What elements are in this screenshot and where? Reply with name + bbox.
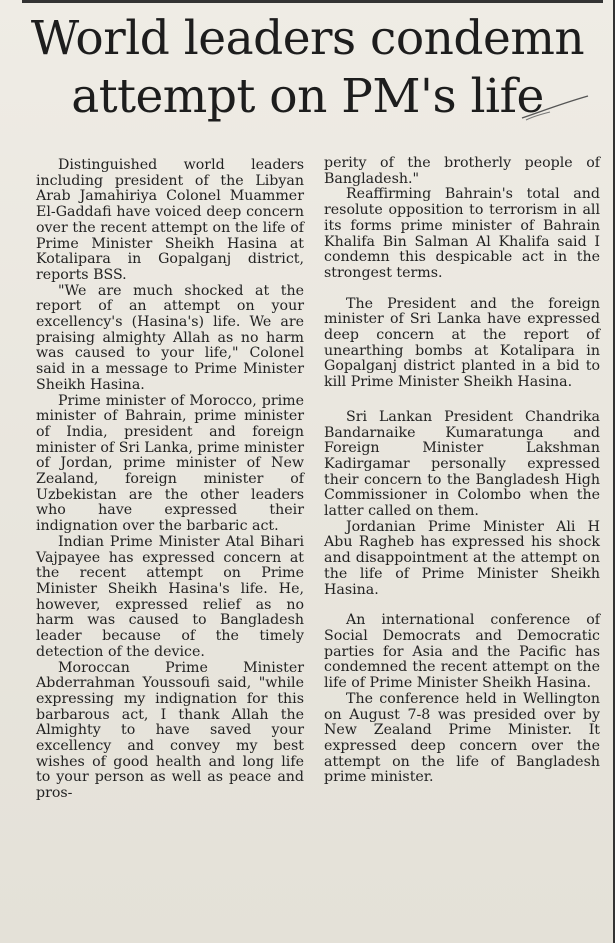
paragraph: The conference held in Wellington on August 7-8 was presided over by New Zealand Prime Minister. It expressed deep concern over the attempt on the life of Bangladesh prime minister. (324, 690, 600, 786)
paragraph: An international conference of Social Democrats and Democratic parties for Asia and the Pacific has condemned the recent attempt on the life of Prime Minister Sheikh Hasina. (324, 612, 600, 692)
paragraph: Distinguished world leaders including president of the Libyan Arab Jamahiriya Colonel Muammer El-Gaddafi have voiced deep concern over the recent attempt on the life of Prime Minister Sheikh Hasina at Kotalipara in Gopalganj district, reports BSS. (36, 157, 304, 283)
pen-mark-icon (520, 92, 590, 122)
paragraph: perity of the brotherly people of Bangladesh." (324, 155, 600, 187)
paragraph: "We are much shocked at the report of an attempt on your excellency's (Hasina's) life. We are praising almighty Allah as no harm was caused to your life," Colonel said in a message to Prime Minister Sheikh Hasina. (36, 282, 304, 393)
paragraph: Prime minister of Morocco, prime minister of Bahrain, prime minister of India, president and foreign minister of Sri Lanka, prime minister of Jordan, prime minister of New Zealand, foreign minister of Uzbekistan are the other leaders who have expressed their indignation over the barbaric act. (36, 392, 304, 535)
paragraph: Jordanian Prime Minister Ali H Abu Ragheb has expressed his shock and disappointment at the attempt on the life of Prime Minister Sheikh Hasina. (324, 518, 600, 598)
top-rule (22, 0, 603, 3)
paragraph: Sri Lankan President Chandrika Bandarnaike Kumaratunga and Foreign Minister Lakshman Kadirgamar personally expressed their concern to the Bangladesh High Commissioner in Colombo when the latter called on them. (324, 408, 600, 520)
paragraph: Indian Prime Minister Atal Bihari Vajpayee has expressed concern at the recent attempt on Prime Minister Sheikh Hasina's life. He, however, expressed relief as no harm was caused to Bangladesh leader because of the timely detection of the device. (36, 533, 304, 660)
headline-line-2: attempt on PM's life (71, 69, 544, 124)
paragraph: Reaffirming Bahrain's total and resolute opposition to terrorism in all its forms prime minister of Bahrain Khalifa Bin Salman Al Khalifa said I condemn this despicable act in the strongest terms. (324, 186, 600, 281)
right-column (324, 156, 600, 786)
left-column (36, 158, 304, 802)
paragraph: Moroccan Prime Minister Abderrahman Youssoufi said, "while expressing my indignation for this barbarous act, I thank Allah the Almighty to have saved your excellency and convey my best wishes of good health and long life to your person as well as peace and pros- (36, 659, 304, 802)
paragraph: The President and the foreign minister of Sri Lanka have expressed deep concern at the report of unearthing bombs at Kotalipara in Gopalganj district planted in a bid to kill Prime Minister Sheikh Hasina. (324, 295, 600, 391)
headline-line-1: World leaders condemn (30, 11, 585, 66)
